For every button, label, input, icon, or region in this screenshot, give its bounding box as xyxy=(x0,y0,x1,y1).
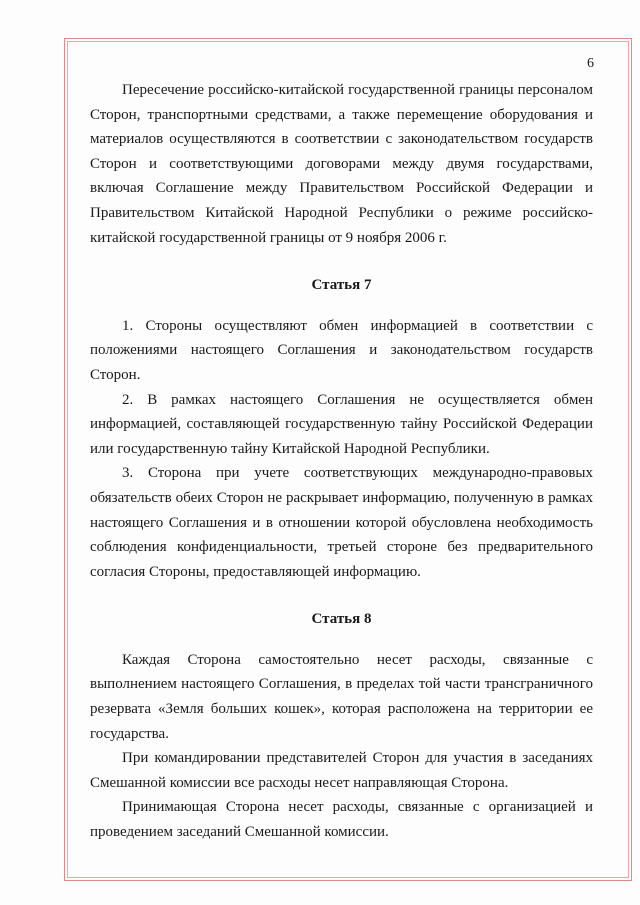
document-body xyxy=(90,78,593,845)
article-8-paragraph-2: При командировании представителей Сторон для участия в заседаниях Смешанной комиссии все расходы несет направляющая Сторона. xyxy=(90,750,593,791)
article-7-paragraph-1: 1. Стороны осуществляют обмен информацией в соответствии с положениями настоящего Соглашения и законодательством государств Сторон. xyxy=(90,317,593,383)
article-8-paragraph-1: Каждая Сторона самостоятельно несет расходы, связанные с выполнением настоящего Соглашения, в пределах той части трансграничного резервата «Земля больших кошек», которая расположена на территории ее государства. xyxy=(90,651,593,742)
article-7-title: Статья 7 xyxy=(311,277,372,294)
article-8-title: Статья 8 xyxy=(311,611,372,628)
intro-paragraph: Пересечение российско-китайской государственной границы персоналом Сторон, транспортными средствами, а также перемещение оборудования и материалов осуществляются в соответствии с законодательством государств Сторон и соответствующими договорами между двумя государствами, включая Соглашение между Правительством Российской Федерации и Правительством Китайской Народной Республики о режиме российско-китайской государственной границы от 9 ноября 2006 г. xyxy=(90,82,593,246)
article-8-paragraph-3: Принимающая Сторона несет расходы, связанные с организацией и проведением заседаний Смешанной комиссии. xyxy=(90,799,593,841)
article-7-paragraph-2: 2. В рамках настоящего Соглашения не осуществляется обмен информацией, составляющей государственную тайну Российской Федерации или государственную тайну Китайской Народной Республики. xyxy=(90,391,593,457)
page-number: 6 xyxy=(587,56,594,71)
article-7-paragraph-3: 3. Сторона при учете соответствующих международно-правовых обязательств обеих Сторон не раскрывает информацию, полученную в рамках настоящего Соглашения и в отношении которой обусловлена необходимость соблюдения конфиденциальности, третьей стороне без предварительного согласия Стороны, предоставляющей информацию. xyxy=(90,465,593,580)
